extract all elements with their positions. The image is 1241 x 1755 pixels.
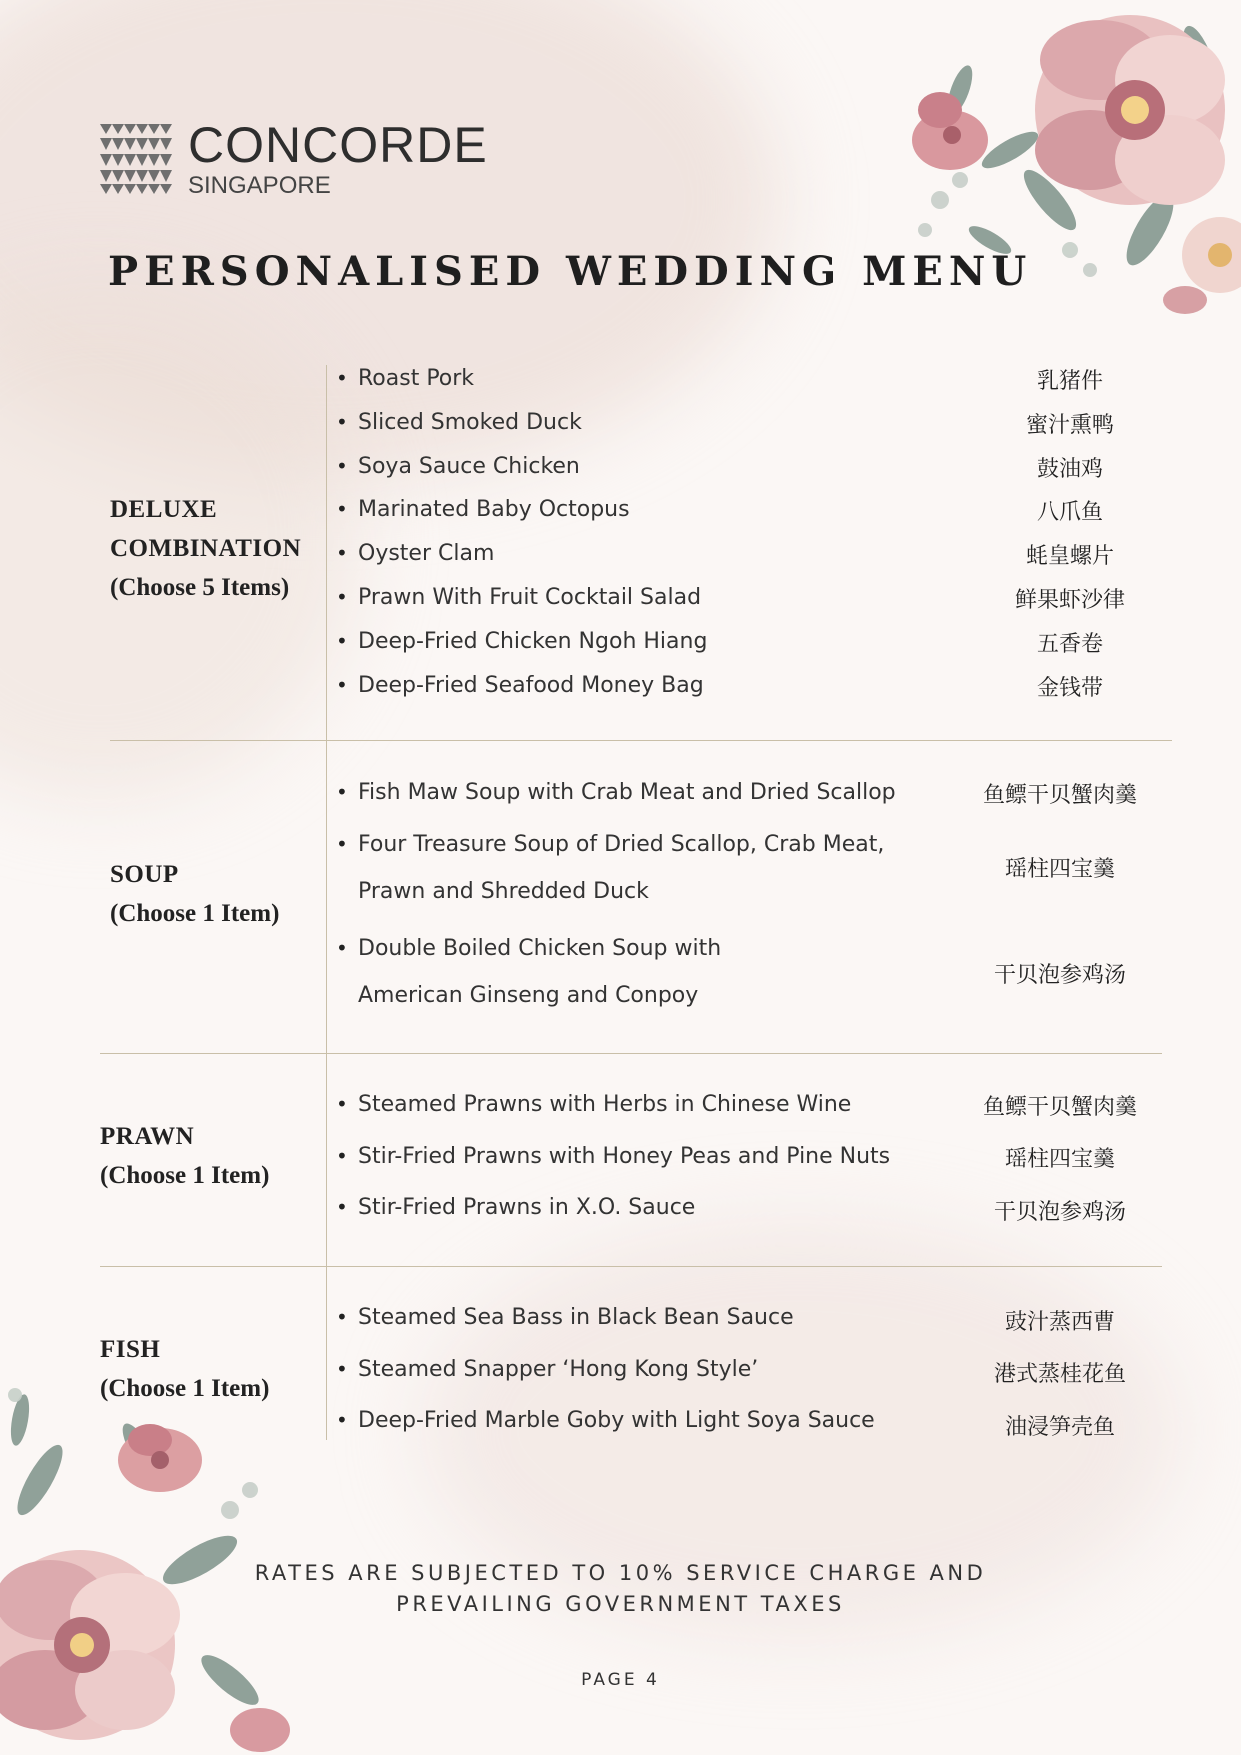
- menu-item: • Stir-Fried Prawns with Honey Peas and Pine Nuts: [358, 1144, 890, 1169]
- menu-item-chinese: 干贝泡参鸡汤: [993, 1200, 1126, 1225]
- menu-item-chinese: 鼓油鸡: [1036, 457, 1103, 482]
- menu-item: • Deep-Fried Marble Goby with Light Soya Sauce: [358, 1408, 875, 1433]
- menu-item: • Steamed Prawns with Herbs in Chinese Wine: [358, 1092, 851, 1117]
- menu-item-chinese: 八爪鱼: [1036, 500, 1103, 525]
- menu-item-chinese: 鱼鳔干贝蟹肉羹: [982, 1095, 1137, 1120]
- menu-item-chinese: 鲜果虾沙律: [1014, 588, 1125, 613]
- menu-item-chinese: 蜜汁熏鸭: [1025, 413, 1114, 438]
- service-charge-note: RATES ARE SUBJECTED TO 10% SERVICE CHARGE AND PREVAILING GOVERNMENT TAXES: [254, 1561, 987, 1616]
- page-number: PAGE 4: [581, 1670, 660, 1690]
- menu-item: • Stir-Fried Prawns in X.O. Sauce: [358, 1195, 695, 1220]
- menu-item: • Double Boiled Chicken Soup with American Ginseng and Conpoy: [358, 936, 721, 1008]
- menu-item: • Oyster Clam: [358, 541, 494, 566]
- menu-item: • Marinated Baby Octopus: [358, 497, 630, 522]
- section-divider: [110, 740, 1172, 741]
- page-title: PERSONALISED WEDDING MENU: [108, 248, 1033, 295]
- category-fish: FISH (Choose 1 Item): [100, 1336, 270, 1402]
- concorde-logo-mark-icon: [100, 124, 174, 194]
- menu-item: • Deep-Fried Seafood Money Bag: [358, 673, 704, 698]
- menu-item-chinese: 金钱带: [1036, 676, 1103, 701]
- menu-item-chinese: 干贝泡参鸡汤: [993, 963, 1126, 988]
- menu-item: • Roast Pork: [358, 366, 474, 391]
- column-divider: [326, 365, 327, 1440]
- menu-item: • Steamed Snapper ‘Hong Kong Style’: [358, 1357, 758, 1382]
- menu-item: • Soya Sauce Chicken: [358, 454, 580, 479]
- category-soup: SOUP (Choose 1 Item): [110, 861, 280, 927]
- menu-item-chinese: 油浸笋壳鱼: [1004, 1415, 1115, 1440]
- menu-item-chinese: 瑶柱四宝羹: [1004, 1147, 1115, 1172]
- menu-item: • Sliced Smoked Duck: [358, 410, 582, 435]
- menu-item: • Prawn With Fruit Cocktail Salad: [358, 585, 701, 610]
- menu-item-chinese: 鱼鳔干贝蟹肉羹: [982, 783, 1137, 808]
- section-divider: [100, 1266, 1162, 1267]
- menu-item-chinese: 港式蒸桂花鱼: [993, 1362, 1126, 1387]
- menu-item-chinese: 豉汁蒸西曹: [1004, 1310, 1115, 1335]
- menu-item: • Deep-Fried Chicken Ngoh Hiang: [358, 629, 707, 654]
- menu-item-chinese: 蚝皇螺片: [1025, 544, 1114, 569]
- brand-name: CONCORDE: [188, 117, 488, 173]
- section-divider: [100, 1053, 1162, 1054]
- menu-item: • Steamed Sea Bass in Black Bean Sauce: [358, 1305, 794, 1330]
- menu-item-chinese: 五香卷: [1036, 632, 1103, 657]
- menu-item-chinese: 乳猪件: [1036, 369, 1103, 394]
- menu-item: • Fish Maw Soup with Crab Meat and Dried Scallop: [358, 780, 896, 805]
- category-prawn: PRAWN (Choose 1 Item): [100, 1123, 270, 1189]
- menu-item: • Four Treasure Soup of Dried Scallop, Crab Meat, Prawn and Shredded Duck: [358, 832, 884, 904]
- brand-location: SINGAPORE: [188, 172, 331, 199]
- category-deluxe-combination: DELUXE COMBINATION (Choose 5 Items): [110, 496, 302, 601]
- menu-item-chinese: 瑶柱四宝羹: [1004, 857, 1115, 882]
